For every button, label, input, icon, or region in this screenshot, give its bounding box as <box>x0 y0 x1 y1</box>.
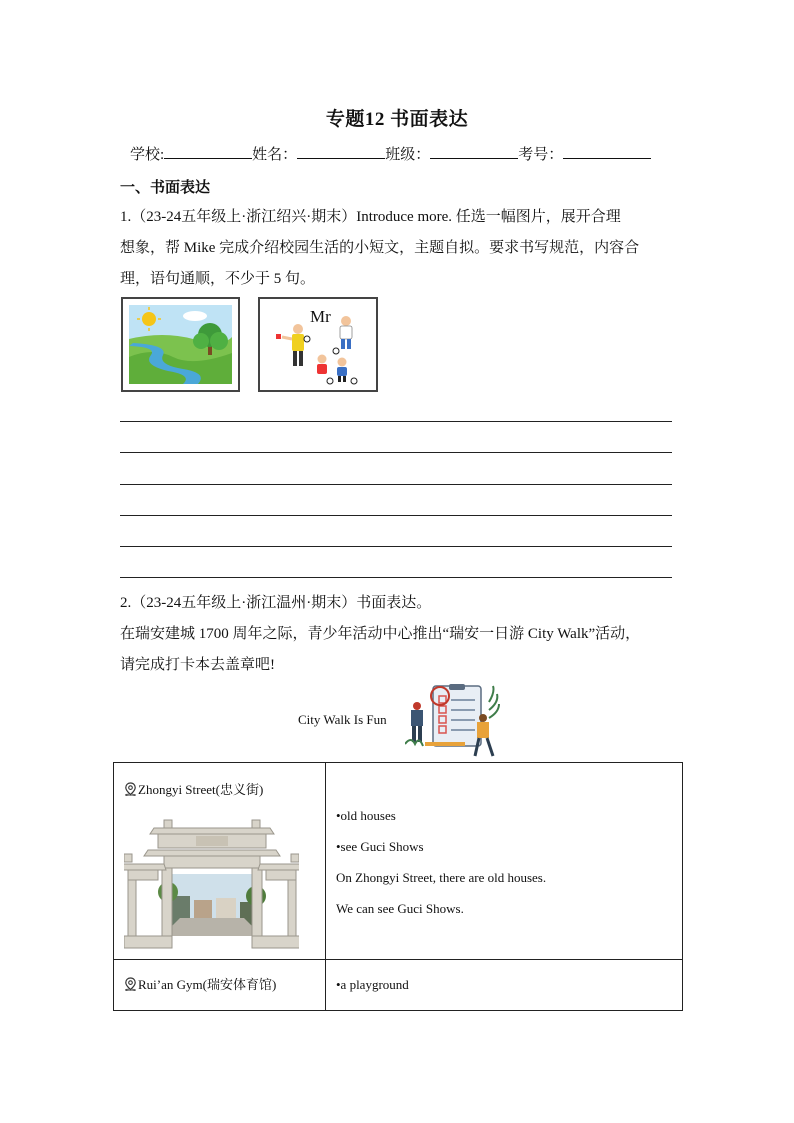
place-name: Rui’an Gym(瑞安体育馆) <box>138 977 277 992</box>
school-label: 学校: <box>130 147 165 163</box>
question-1-line: 1.（23-24五年级上·浙江绍兴·期末）Introduce more. 任选一幅图片，展开合理 <box>120 209 621 225</box>
exam-number-blank[interactable] <box>563 144 651 159</box>
school-blank[interactable] <box>164 144 252 159</box>
note-item: •old houses <box>336 808 396 823</box>
notes-cell <box>326 960 683 1011</box>
exam-number-label: 考号： <box>518 147 564 163</box>
answer-line[interactable] <box>120 515 672 516</box>
place-name: Zhongyi Street(忠义街) <box>138 782 264 797</box>
note-item: On Zhongyi Street, there are old houses. <box>336 870 547 885</box>
location-pin-icon <box>124 977 137 991</box>
question-1-line: 理，语句通顺，不少于 5 句。 <box>120 271 316 287</box>
answer-line[interactable] <box>120 452 672 453</box>
place-cell <box>114 960 326 1011</box>
question-2-line: 请完成打卡本去盖章吧! <box>120 657 275 673</box>
landscape-picture <box>121 297 240 392</box>
table-row <box>114 763 683 960</box>
place-cell <box>114 763 326 960</box>
question-2-text <box>120 588 640 681</box>
notes-cell <box>326 763 683 960</box>
note-item: •see Guci Shows <box>336 839 424 854</box>
location-pin-icon <box>124 782 137 796</box>
picture-label: Mr <box>310 307 331 326</box>
class-blank[interactable] <box>430 144 518 159</box>
answer-line[interactable] <box>120 546 672 547</box>
city-walk-table <box>113 762 683 1011</box>
checklist-illustration <box>405 684 500 760</box>
archway-photo <box>124 818 299 954</box>
football-picture <box>258 297 378 392</box>
note-item: We can see Guci Shows. <box>336 901 464 916</box>
question-1-text <box>120 202 639 295</box>
name-blank[interactable] <box>297 144 385 159</box>
answer-line[interactable] <box>120 484 672 485</box>
question-2-line: 在瑞安建城 1700 周年之际，青少年活动中心推出“瑞安一日游 City Walk”活动， <box>120 626 641 642</box>
section-heading: 一、书面表达 <box>120 180 211 196</box>
question-2-line: 2.（23-24五年级上·浙江温州·期末）书面表达。 <box>120 595 432 611</box>
table-row <box>114 960 683 1011</box>
class-label: 班级： <box>385 147 431 163</box>
student-info-line <box>130 143 651 164</box>
page-title: 专题12 书面表达 <box>325 109 469 130</box>
name-label: 姓名： <box>252 147 298 163</box>
card-title: City Walk Is Fun <box>298 712 387 727</box>
note-item: •a playground <box>336 977 409 992</box>
answer-line[interactable] <box>120 421 672 422</box>
answer-line[interactable] <box>120 577 672 578</box>
question-1-line: 想象，帮 Mike 完成介绍校园生活的小短文，主题自拟。要求书写规范，内容合 <box>120 240 640 256</box>
